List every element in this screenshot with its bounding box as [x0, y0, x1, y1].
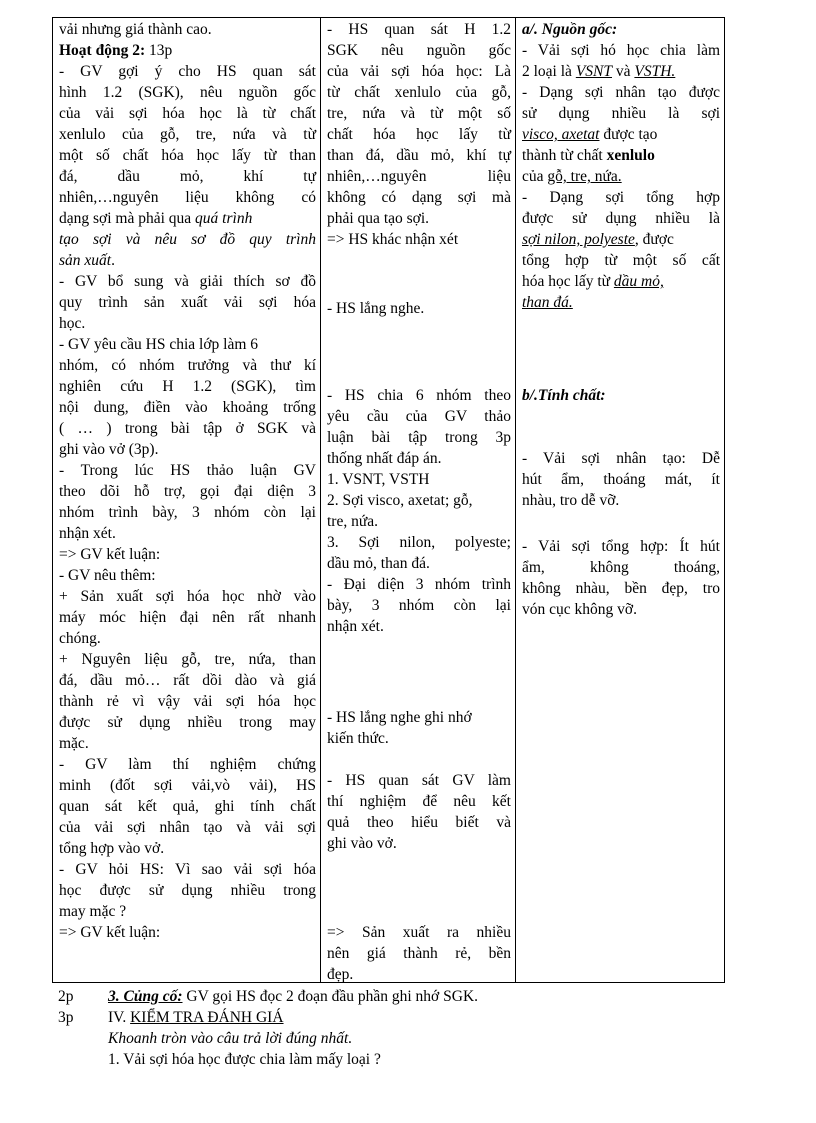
text-line: tổng hợp từ một số cất [522, 252, 720, 269]
italic-span: quá trình [195, 210, 253, 227]
text-line: ghi vào vở. [327, 835, 397, 852]
text-line: ( … ) trong bài tập ở SGK và [59, 420, 316, 437]
period: . [111, 252, 115, 269]
text-line [522, 145, 720, 166]
text-line: 2. Sợi visco, axetat; gỗ, [327, 492, 473, 509]
activity-duration: 13p [149, 42, 173, 59]
text-line: + Nguyên liệu gỗ, tre, nứa, than [59, 651, 316, 668]
text-line: nhóm trình bày, 3 nhóm còn lại [59, 504, 316, 521]
text-line: vải nhưng giá thành cao. [59, 21, 212, 38]
text-line: - GV nêu thêm: [59, 567, 156, 584]
text-span: hóa học lấy từ [522, 273, 614, 290]
consolidation-line [108, 986, 478, 1007]
text-line: 3. Sợi nilon, polyeste; [327, 534, 511, 551]
text-line: - HS quan sát GV làm [327, 772, 511, 789]
underlined-term: sợi nilon, polyeste [522, 231, 635, 248]
text-line: học. [59, 315, 86, 332]
underlined-term: visco, axetat [522, 126, 600, 143]
section-b-title: b/.Tính chất: [522, 387, 606, 404]
text-line: xenlulo của gỗ, tre, nứa và từ [59, 126, 316, 143]
text-line [522, 61, 720, 82]
text-line: đá, dầu mỏ… rất dồi dào và giá [59, 672, 316, 689]
text-line: quy trình sản xuất vải sợi hóa [59, 294, 316, 311]
text-line: nhận xét. [59, 525, 116, 542]
text-line: - Trong lúc HS thảo luận GV [59, 462, 316, 479]
text-line: đá, dầu mỏ, khí tự [59, 168, 316, 185]
text-line: minh (đốt sợi vải,vò vải), HS [59, 777, 316, 794]
text-line: ghi vào vở (3p). [59, 441, 159, 458]
footer-time-2: 3p [58, 1009, 74, 1026]
italic-span: sản xuất [59, 252, 112, 269]
text-line: tổng hợp vào vở. [59, 840, 165, 857]
text-line: nhiên,…nguyên liệu [327, 168, 511, 185]
text-span: , được [634, 231, 674, 248]
text-line: - HS chia 6 nhóm theo [327, 387, 511, 404]
text-line: - GV yêu cầu HS chia lớp làm 6 [59, 336, 259, 353]
text-line: chất hóa học lấy từ [327, 126, 511, 143]
text-line: nghiên cứu H 1.2 (SGK), tìm [59, 378, 316, 395]
section-number: IV. [108, 1009, 131, 1026]
underlined-term: VSTH. [634, 63, 676, 80]
text-line: kiến thức. [327, 730, 389, 747]
text-line: - GV làm thí nghiệm chứng [59, 756, 316, 773]
text-line: được sử dụng nhiều trong may [59, 714, 316, 731]
text-line: tre, nứa. [327, 513, 379, 530]
text-span: dạng sợi mà phải qua [59, 210, 192, 227]
activity-heading [59, 40, 316, 61]
text-line: + Sản xuất sợi hóa học nhờ vào [59, 588, 316, 605]
text-span: thành từ chất [522, 147, 607, 164]
text-line: => GV kết luận: [59, 546, 161, 563]
text-line: than đá. [522, 294, 573, 311]
text-line: đẹp. [327, 966, 354, 983]
text-line: máy móc hiện đại nên rất nhanh [59, 609, 316, 626]
section-a-title: a/. Nguồn gốc: [522, 21, 618, 38]
assessment-heading [108, 1007, 284, 1028]
text-line: than đá, dầu mỏ, khí tự [327, 147, 511, 164]
text-line: dầu mỏ, than đá. [327, 555, 430, 572]
text-line: => GV kết luận: [59, 924, 161, 941]
text-line: tạo sợi và nêu sơ đồ quy trình [59, 231, 316, 248]
text-line: từ chất xenlulo của gỗ, [327, 84, 511, 101]
text-line: - Dạng sợi tổng hợp [522, 189, 720, 206]
text-line: được sử dụng nhiều là [522, 210, 720, 227]
consolidation-text: GV gọi HS đọc 2 đoạn đầu phần ghi nhớ SGK. [182, 988, 479, 1005]
text-line: thống nhất đáp án. [327, 450, 442, 467]
text-line: - GV bổ sung và giải thích sơ đồ [59, 273, 316, 290]
text-line: bày, 3 nhóm còn lại [327, 597, 511, 614]
text-line: nhàu, tro dễ vỡ. [522, 492, 620, 509]
text-line: tre, nứa và từ một số [327, 105, 511, 122]
underlined-term: VSNT [575, 63, 612, 80]
text-span: của [522, 168, 548, 185]
section-title: KIỂM TRA ĐÁNH GIÁ [130, 1009, 284, 1026]
text-line: học được sử dụng nhiều trong [59, 882, 316, 899]
text-line: thí nghiệm để nêu kết [327, 793, 511, 810]
text-line: - Vải sợi tổng hợp: Ít hút [522, 538, 720, 555]
text-line [522, 124, 720, 145]
text-line: may mặc ? [59, 903, 127, 920]
text-line: SGK nêu nguồn gốc [327, 42, 511, 59]
text-line: nội dung, điền vào khoảng trống [59, 399, 316, 416]
text-line: nhiên,…nguyên liệu không có [59, 189, 316, 206]
text-line [522, 271, 720, 292]
text-line: theo dõi hỗ trợ, gọi đại diện 3 [59, 483, 316, 500]
text-line: chóng. [59, 630, 101, 647]
teacher-activity-column [53, 18, 321, 982]
bold-term: xenlulo [606, 147, 655, 164]
text-line: ẩm, không thoáng, [522, 559, 720, 576]
text-line: phải qua tạo sợi. [327, 210, 430, 227]
text-line [522, 166, 720, 187]
text-line: quan sát kết quả, ghi tính chất [59, 798, 316, 815]
underlined-term: gỗ, tre, nứa. [547, 168, 622, 185]
text-line: luận bài tập trong 3p [327, 429, 511, 446]
footer-time-1: 2p [58, 988, 74, 1005]
text-line: - GV gợi ý cho HS quan sát [59, 63, 316, 80]
text-line: hình 1.2 (SGK), nêu nguồn gốc [59, 84, 316, 101]
text-line: không nhàu, bền đẹp, tro [522, 580, 720, 597]
text-line: 1. VSNT, VSTH [327, 471, 430, 488]
text-line: quả theo hiểu biết và [327, 814, 511, 831]
activity-label: Hoạt động 2: [59, 42, 146, 59]
text-line: một số chất hóa học lấy từ than [59, 147, 316, 164]
text-span: và [612, 63, 635, 80]
text-line: nhóm, có nhóm trưởng và thư kí [59, 357, 316, 374]
text-line: - Vải sợi hó học chia làm [522, 42, 720, 59]
text-line: nhận xét. [327, 618, 384, 635]
text-line: thành rẻ vì vậy vải sợi hóa học [59, 693, 316, 710]
text-line: sử dụng nhiều là sợi [522, 105, 720, 122]
text-line: của vải sợi hóa học: Là [327, 63, 511, 80]
text-line: - Vải sợi nhân tạo: Dễ [522, 450, 720, 467]
text-line: => Sản xuất ra nhiều [327, 924, 511, 941]
consolidation-heading: 3. Củng cố: [108, 988, 183, 1005]
text-line: - GV hỏi HS: Vì sao vải sợi hóa [59, 861, 316, 878]
text-line: - Dạng sợi nhân tạo được [522, 84, 720, 101]
text-span: được tạo [599, 126, 658, 143]
text-line: - HS lắng nghe. [327, 300, 425, 317]
lesson-table [52, 17, 725, 983]
instruction-text: Khoanh tròn vào câu trả lời đúng nhất. [108, 1030, 353, 1047]
text-line [522, 229, 720, 250]
text-line: hút ẩm, thoáng mát, ít [522, 471, 720, 488]
text-span: 2 loại là [522, 63, 576, 80]
text-line [59, 250, 316, 271]
text-line: mặc. [59, 735, 89, 752]
text-line: => HS khác nhận xét [327, 231, 459, 248]
question-1: 1. Vải sợi hóa học được chia làm mấy loại ? [108, 1051, 381, 1068]
underlined-term: dầu mỏ, [613, 273, 664, 290]
text-line [59, 208, 316, 229]
text-line: nên giá thành rẻ, bền [327, 945, 511, 962]
text-line: không có dạng sợi mà [327, 189, 511, 206]
text-line: vón cục không vỡ. [522, 601, 637, 618]
content-column [516, 18, 724, 982]
student-activity-column [321, 18, 516, 982]
text-line: yêu cầu của GV thảo [327, 408, 511, 425]
text-line: - Đại diện 3 nhóm trình [327, 576, 511, 593]
text-line: của vải sợi nhân tạo và vải sợi [59, 819, 316, 836]
text-line: - HS quan sát H 1.2 [327, 21, 511, 38]
text-line: - HS lắng nghe ghi nhớ [327, 709, 472, 726]
text-line: của vải sợi hóa học là từ chất [59, 105, 316, 122]
